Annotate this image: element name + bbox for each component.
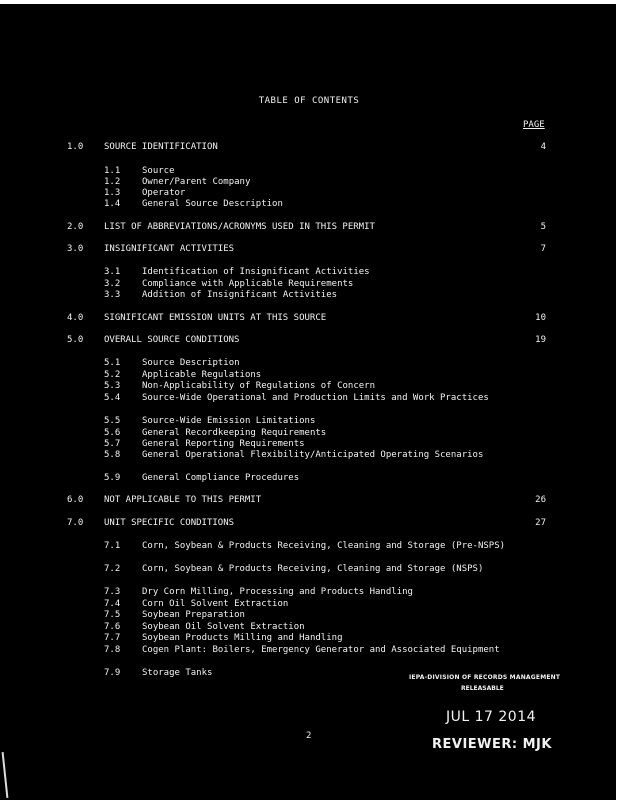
subsection-number: 3.1 xyxy=(104,267,121,277)
subsection-title: Source-Wide Emission Limitations xyxy=(142,416,316,426)
subsection-number: 5.5 xyxy=(104,416,121,426)
page-column-header: PAGE xyxy=(523,120,545,130)
scan-edge-mark xyxy=(2,752,9,798)
subsection-title: General Compliance Procedures xyxy=(142,473,300,483)
section-title: SOURCE IDENTIFICATION xyxy=(104,142,218,152)
stamp-releasable: RELEASABLE xyxy=(461,685,504,692)
subsection-number: 5.6 xyxy=(104,428,121,438)
subsection-title: Applicable Regulations xyxy=(142,370,262,380)
subsection-number: 7.1 xyxy=(104,541,121,551)
subsection-title: General Source Description xyxy=(142,199,283,209)
subsection-number: 3.3 xyxy=(104,290,121,300)
section-number: 4.0 xyxy=(67,313,84,323)
subsection-number: 7.7 xyxy=(104,633,121,643)
stamp-division: IEPA-DIVISION OF RECORDS MANAGEMENT xyxy=(409,674,561,681)
subsection-number: 5.3 xyxy=(104,381,121,391)
subsection-title: General Operational Flexibility/Anticipated Operating Scenarios xyxy=(142,450,484,460)
section-title: NOT APPLICABLE TO THIS PERMIT xyxy=(104,495,262,505)
subsection-title: Corn, Soybean & Products Receiving, Cleaning and Storage (Pre-NSPS) xyxy=(142,541,506,551)
subsection-number: 5.7 xyxy=(104,439,121,449)
subsection-title: Operator xyxy=(142,188,186,198)
section-page: 26 xyxy=(535,495,546,505)
subsection-number: 7.6 xyxy=(104,622,121,632)
section-title: INSIGNIFICANT ACTIVITIES xyxy=(104,244,235,254)
section-number: 1.0 xyxy=(67,142,84,152)
section-title: SIGNIFICANT EMISSION UNITS AT THIS SOURCE xyxy=(104,313,327,323)
subsection-number: 5.1 xyxy=(104,358,121,368)
subsection-title: Non-Applicability of Regulations of Concern xyxy=(142,381,375,391)
section-number: 5.0 xyxy=(67,335,84,345)
subsection-number: 7.9 xyxy=(104,668,121,678)
section-page: 19 xyxy=(535,335,546,345)
section-page: 5 xyxy=(540,222,546,232)
subsection-title: Source xyxy=(142,166,175,176)
subsection-title: Source-Wide Operational and Production Limits and Work Practices xyxy=(142,393,489,403)
toc-title: TABLE OF CONTENTS xyxy=(258,96,360,106)
subsection-title: Compliance with Applicable Requirements xyxy=(142,279,354,289)
toc-section-row xyxy=(0,222,618,234)
stamp-date: JUL 17 2014 xyxy=(446,709,537,725)
subsection-number: 7.5 xyxy=(104,610,121,620)
subsection-number: 1.4 xyxy=(104,199,121,209)
subsection-number: 7.3 xyxy=(104,587,121,597)
subsection-number: 1.1 xyxy=(104,166,121,176)
subsection-number: 3.2 xyxy=(104,279,121,289)
subsection-title: Identification of Insignificant Activities xyxy=(142,267,370,277)
section-page: 4 xyxy=(540,142,546,152)
toc-section-row xyxy=(0,244,618,256)
subsection-title: Source Description xyxy=(142,358,240,368)
toc-section-row xyxy=(0,142,618,154)
subsection-number: 7.4 xyxy=(104,599,121,609)
toc-section-row xyxy=(0,313,618,325)
subsection-title: Dry Corn Milling, Processing and Products Handling xyxy=(142,587,413,597)
section-title: UNIT SPECIFIC CONDITIONS xyxy=(104,518,235,528)
section-title: OVERALL SOURCE CONDITIONS xyxy=(104,335,240,345)
section-title: LIST OF ABBREVIATIONS/ACRONYMS USED IN THIS PERMIT xyxy=(104,222,375,232)
scan-edge-top xyxy=(0,0,618,4)
section-number: 3.0 xyxy=(67,244,84,254)
section-page: 10 xyxy=(535,313,546,323)
subsection-number: 7.8 xyxy=(104,645,121,655)
subsection-title: General Reporting Requirements xyxy=(142,439,305,449)
subsection-title: Corn, Soybean & Products Receiving, Cleaning and Storage (NSPS) xyxy=(142,564,484,574)
page-number: 2 xyxy=(306,731,312,741)
section-number: 7.0 xyxy=(67,518,84,528)
toc-section-row xyxy=(0,518,618,530)
subsection-title: Storage Tanks xyxy=(142,668,213,678)
subsection-title: Soybean Products Milling and Handling xyxy=(142,633,343,643)
subsection-title: Addition of Insignificant Activities xyxy=(142,290,338,300)
stamp-reviewer: REVIEWER: MJK xyxy=(432,737,552,752)
subsection-number: 7.2 xyxy=(104,564,121,574)
subsection-title: Soybean Preparation xyxy=(142,610,245,620)
section-number: 2.0 xyxy=(67,222,84,232)
subsection-number: 5.4 xyxy=(104,393,121,403)
subsection-number: 5.2 xyxy=(104,370,121,380)
toc-section-row xyxy=(0,495,618,507)
subsection-number: 5.9 xyxy=(104,473,121,483)
section-number: 6.0 xyxy=(67,495,84,505)
subsection-title: Cogen Plant: Boilers, Emergency Generator and Associated Equipment xyxy=(142,645,500,655)
section-page: 27 xyxy=(535,518,546,528)
subsection-number: 1.2 xyxy=(104,177,121,187)
subsection-number: 5.8 xyxy=(104,450,121,460)
subsection-title: Owner/Parent Company xyxy=(142,177,251,187)
subsection-title: General Recordkeeping Requirements xyxy=(142,428,327,438)
section-page: 7 xyxy=(540,244,546,254)
toc-section-row xyxy=(0,335,618,347)
subsection-title: Soybean Oil Solvent Extraction xyxy=(142,622,305,632)
subsection-number: 1.3 xyxy=(104,188,121,198)
subsection-title: Corn Oil Solvent Extraction xyxy=(142,599,289,609)
